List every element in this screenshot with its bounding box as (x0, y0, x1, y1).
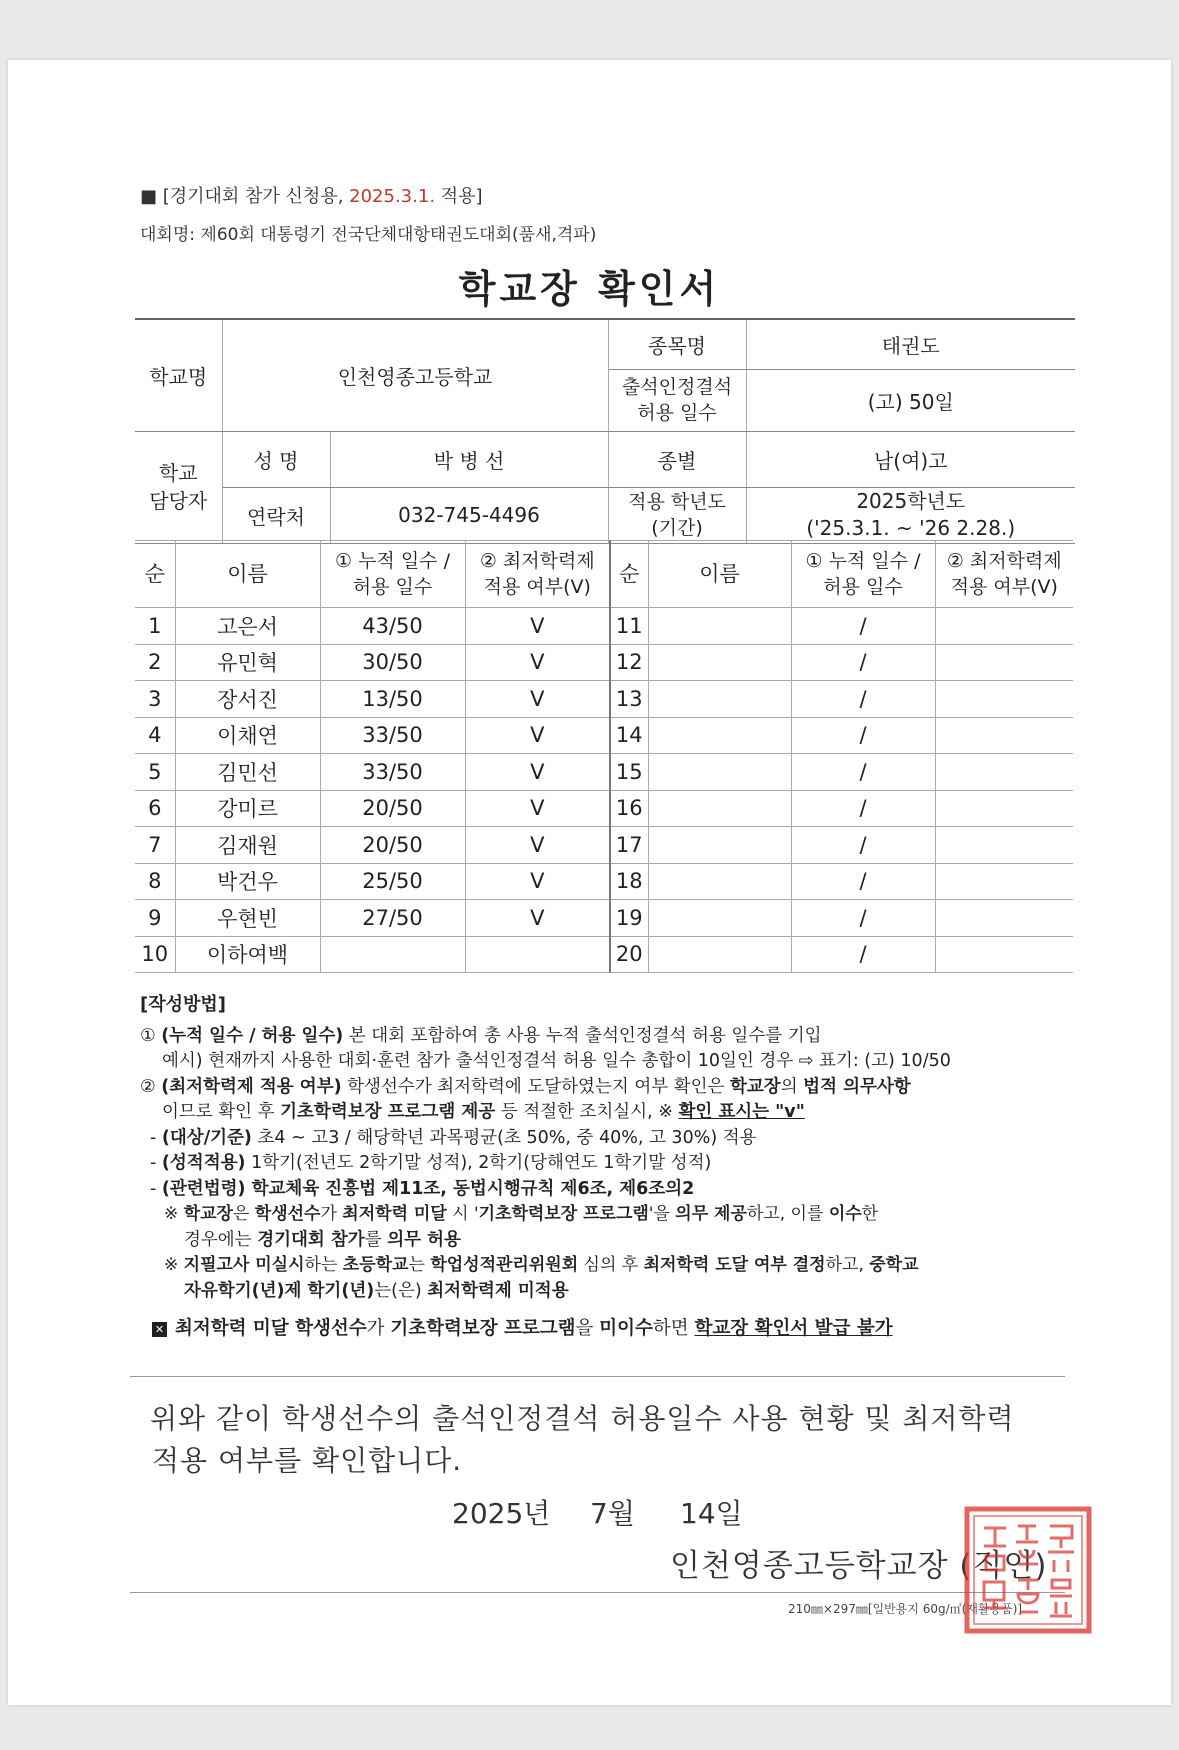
days-used: / (791, 644, 935, 681)
instruction-line: - (관련법령) 학교체육 진흥법 제11조, 동법시행규칙 제6조, 제6조의2 (150, 1178, 695, 1199)
min-academic-check: V (465, 827, 610, 864)
issuance-notice: ✕ 최저학력 미달 학생선수가 기초학력보장 프로그램을 미이수하면 학교장 확인서 발급 불가 (140, 1316, 1070, 1342)
days-used: / (791, 608, 935, 645)
days-used: / (791, 900, 935, 937)
student-name (648, 644, 791, 681)
student-name: 우현빈 (175, 900, 320, 937)
table-row (135, 827, 1073, 864)
student-name (648, 790, 791, 827)
contact-label: 연락처 (222, 487, 330, 543)
min-academic-check (935, 754, 1073, 791)
table-row (135, 754, 1073, 791)
min-academic-check: V (465, 608, 610, 645)
days-used: 13/50 (320, 681, 465, 718)
student-no: 19 (610, 900, 648, 937)
table-row (135, 644, 1073, 681)
student-name (648, 863, 791, 900)
days-used (320, 936, 465, 973)
name-label: 성 명 (222, 431, 330, 487)
table-row (135, 863, 1073, 900)
instruction-line: ② (최저학력제 적용 여부) 학생선수가 최저학력에 도달하였는지 여부 확인은 학교장의 법적 의무사항 (140, 1076, 911, 1097)
student-name: 이하여백 (175, 936, 320, 973)
min-academic-check (935, 827, 1073, 864)
contact-value: 032-745-4496 (330, 487, 608, 543)
days-used: 30/50 (320, 644, 465, 681)
allowed-days-value: (고) 50일 (746, 369, 1075, 431)
days-used: / (791, 681, 935, 718)
min-academic-check (465, 936, 610, 973)
days-used: / (791, 790, 935, 827)
student-no: 16 (610, 790, 648, 827)
student-name: 이채연 (175, 717, 320, 754)
square-bullet-icon: ■ (140, 186, 158, 207)
student-no: 4 (135, 717, 175, 754)
student-no: 18 (610, 863, 648, 900)
min-academic-check (935, 717, 1073, 754)
col-name-2: 이름 (648, 541, 791, 608)
level-label: 종별 (608, 431, 746, 487)
days-used: / (791, 863, 935, 900)
min-academic-check: V (465, 863, 610, 900)
student-roster-table (135, 540, 1073, 973)
student-no: 10 (135, 936, 175, 973)
principal-title: 인천영종고등학교장 (670, 1548, 949, 1584)
student-no: 14 (610, 717, 648, 754)
table-row (135, 681, 1073, 718)
student-name: 김재원 (175, 827, 320, 864)
instruction-line: - (성적적용) 1학기(전년도 2학기말 성적), 2학기(당해연도 1학기말 성적) (150, 1153, 712, 1173)
year-label: 적용 학년도 (기간) (608, 487, 746, 543)
min-academic-check: V (465, 754, 610, 791)
student-name (648, 608, 791, 645)
instruction-line: 경우에는 경기대회 참가를 의무 허용 (184, 1229, 461, 1250)
col-min: ② 최저학력제 적용 여부(V) (465, 541, 610, 608)
min-academic-check (935, 644, 1073, 681)
days-used: / (791, 717, 935, 754)
date-month: 7월 (590, 1497, 635, 1530)
paper-spec: 210㎜×297㎜[일반용지 60g/㎡(재활용품)] (788, 1602, 1023, 1616)
col-no-2: 순 (610, 541, 648, 608)
student-name (648, 754, 791, 791)
min-academic-check: V (465, 790, 610, 827)
student-no: 11 (610, 608, 648, 645)
student-name (648, 717, 791, 754)
student-name (648, 827, 791, 864)
student-no: 2 (135, 644, 175, 681)
effective-date: 2025.3.1. (349, 186, 436, 207)
sport-label: 종목명 (608, 319, 746, 369)
student-name (648, 900, 791, 937)
student-name (648, 681, 791, 718)
student-name: 유민혁 (175, 644, 320, 681)
student-no: 7 (135, 827, 175, 864)
min-academic-check (935, 900, 1073, 937)
year-value: 2025학년도 ('25.3.1. ~ '26 2.28.) (746, 487, 1075, 543)
min-academic-check (935, 608, 1073, 645)
days-used: 33/50 (320, 717, 465, 754)
divider (130, 1376, 1065, 1377)
col-name: 이름 (175, 541, 320, 608)
days-used: 25/50 (320, 863, 465, 900)
student-no: 9 (135, 900, 175, 937)
instruction-line: ① (누적 일수 / 허용 일수) 본 대회 포함하여 총 사용 누적 출석인정결석 허용 일수를 기입 (140, 1025, 822, 1046)
instruction-line: 자유학기(년)제 학기(년)는(은) 최저학력제 미적용 (184, 1280, 569, 1301)
student-no: 6 (135, 790, 175, 827)
student-name (648, 936, 791, 973)
instruction-line: 예시) 현재까지 사용한 대회·훈련 참가 출석인정결석 허용 일수 총합이 10일인 경우 ⇨ 표기: (고) 10/50 (162, 1051, 951, 1071)
student-name: 김민선 (175, 754, 320, 791)
col-min-2: ② 최저학력제 적용 여부(V) (935, 541, 1073, 608)
level-value: 남(여)고 (746, 431, 1075, 487)
school-label: 학교명 (135, 319, 222, 431)
date-year: 2025년 (452, 1497, 551, 1530)
student-no: 17 (610, 827, 648, 864)
days-used: / (791, 936, 935, 973)
student-no: 12 (610, 644, 648, 681)
student-name: 강미르 (175, 790, 320, 827)
days-used: 20/50 (320, 827, 465, 864)
days-used: 27/50 (320, 900, 465, 937)
manager-name: 박 병 선 (330, 431, 608, 487)
sport-value: 태권도 (746, 319, 1075, 369)
days-used: 20/50 (320, 790, 465, 827)
min-academic-check (935, 681, 1073, 718)
manager-label: 학교 담당자 (135, 431, 222, 543)
instruction-line: ※ 지필고사 미실시하는 초등학교는 학업성적관리위원회 심의 후 최저학력 도달 여부 결정하고, 중학교 (164, 1255, 919, 1275)
confirmation-statement: 위와 같이 학생선수의 출석인정결석 허용일수 사용 현황 및 최저학력 적용 여부를 확인합니다. (150, 1402, 1015, 1477)
min-academic-check (935, 790, 1073, 827)
student-no: 20 (610, 936, 648, 973)
form-usage-line: ■ [경기대회 참가 신청용, 2025.3.1. 적용] (140, 186, 483, 207)
school-name: 인천영종고등학교 (222, 319, 608, 431)
col-days-2: ① 누적 일수 / 허용 일수 (791, 541, 935, 608)
student-name: 박건우 (175, 863, 320, 900)
student-no: 13 (610, 681, 648, 718)
instruction-line: 이므로 확인 후 기초학력보장 프로그램 제공 등 적절한 조치실시, ※ 확인 표시는 "v" (162, 1102, 805, 1122)
student-no: 8 (135, 863, 175, 900)
min-academic-check: V (465, 900, 610, 937)
school-info-table (135, 318, 1075, 544)
allowed-days-label: 출석인정결석 허용 일수 (608, 369, 746, 431)
divider (130, 1592, 1065, 1593)
days-used: 43/50 (320, 608, 465, 645)
min-academic-check: V (465, 681, 610, 718)
days-used: / (791, 827, 935, 864)
student-no: 5 (135, 754, 175, 791)
competition-name: 대회명: 제60회 대통령기 전국단체대항태권도대회(품새,격파) (140, 225, 597, 245)
student-no: 15 (610, 754, 648, 791)
table-row (135, 608, 1073, 645)
student-no: 3 (135, 681, 175, 718)
table-row (135, 717, 1073, 754)
seal-label: (직인) (959, 1548, 1048, 1584)
student-name: 고은서 (175, 608, 320, 645)
student-no: 1 (135, 608, 175, 645)
official-seal-icon (962, 1504, 1094, 1636)
min-academic-check (935, 936, 1073, 973)
instruction-line: ※ 학교장은 학생선수가 최저학력 미달 시 '기초학력보장 프로그램'을 의무 제공하고, 이를 이수한 (164, 1204, 879, 1224)
table-row (135, 900, 1073, 937)
student-name: 장서진 (175, 681, 320, 718)
date-day: 14일 (680, 1497, 743, 1530)
days-used: / (791, 754, 935, 791)
instructions-title: [작성방법] (140, 994, 227, 1015)
table-row (135, 936, 1073, 973)
min-academic-check: V (465, 644, 610, 681)
min-academic-check: V (465, 717, 610, 754)
document-title: 학교장 확인서 (458, 267, 721, 311)
table-row (135, 790, 1073, 827)
instruction-line: - (대상/기준) 초4 ~ 고3 / 해당학년 과목평균(초 50%, 중 40%, 고 30%) 적용 (150, 1127, 757, 1148)
min-academic-check (935, 863, 1073, 900)
notice-box-icon: ✕ (152, 1322, 167, 1337)
days-used: 33/50 (320, 754, 465, 791)
writing-instructions (140, 992, 1070, 1342)
col-no: 순 (135, 541, 175, 608)
col-days: ① 누적 일수 / 허용 일수 (320, 541, 465, 608)
